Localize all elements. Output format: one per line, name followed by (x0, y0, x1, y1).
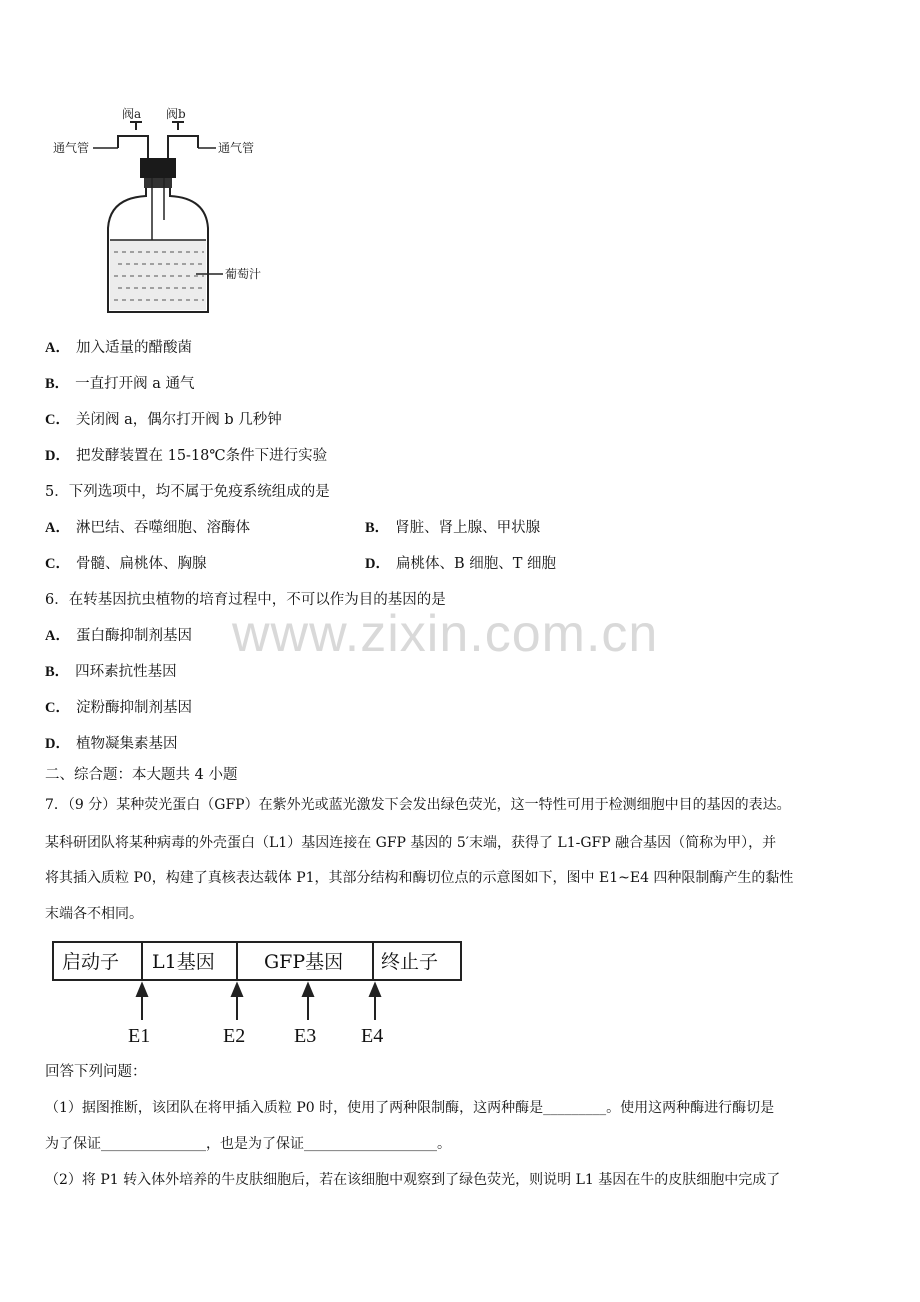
q4-option-d[interactable]: D． 把发酵装置在 15-18℃条件下进行实验 (45, 448, 328, 464)
pipe-left-label: 通气管 (53, 141, 90, 155)
section-2-heading: 二、综合题：本大题共 4 小题 (45, 767, 238, 783)
q5-option-c[interactable]: C． 骨髓、扁桃体、胸腺 (45, 556, 207, 572)
q6-option-b[interactable]: B． 四环素抗性基因 (45, 664, 177, 680)
site-e3: E3 (294, 1025, 317, 1047)
q7-sub1-line-1: （1）据图推断，该团队在将甲插入质粒 P0 时，使用了两种限制酶，这两种酶是_________。使用这两种酶进行酶切是 (45, 1100, 775, 1116)
q5-option-b[interactable]: B． 肾脏、肾上腺、甲状腺 (365, 520, 541, 536)
fermentation-apparatus-figure (48, 100, 288, 320)
q6-option-c[interactable]: C． 淀粉酶抑制剂基因 (45, 700, 192, 716)
answer-prompt: 回答下列问题： (45, 1064, 147, 1080)
q4-option-a[interactable]: A． 加入适量的醋酸菌 (45, 340, 192, 356)
valve-a-label: 阀a (122, 107, 142, 121)
site-e1: E1 (128, 1025, 151, 1047)
q5-option-a[interactable]: A． 淋巴结、吞噬细胞、溶酶体 (45, 520, 250, 536)
q7-text-line-4: 末端各不相同。 (45, 906, 143, 922)
watermark: www.zixin.com.cn (232, 605, 659, 663)
q7-text-line-3: 将其插入质粒 P0，构建了真核表达载体 P1，其部分结构和酶切位点的示意图如下，图中 E1~E4 四种限制酶产生的黏性 (45, 870, 794, 886)
gene-construct-diagram (48, 936, 468, 1048)
q5-stem: 5．下列选项中，均不属于免疫系统组成的是 (45, 484, 330, 500)
segment-terminator: 终止子 (381, 951, 439, 973)
q6-stem: 6．在转基因抗虫植物的培育过程中，不可以作为目的基因的是 (45, 592, 446, 608)
site-e2: E2 (223, 1025, 246, 1047)
q6-option-a[interactable]: A． 蛋白酶抑制剂基因 (45, 628, 192, 644)
q5-option-d[interactable]: D． 扁桃体、B 细胞、T 细胞 (365, 556, 557, 572)
segment-gfp-gene: GFP基因 (264, 951, 344, 973)
q7-sub2-line-1: （2）将 P1 转入体外培养的牛皮肤细胞后，若在该细胞中观察到了绿色荧光，则说明 L1 基因在牛的皮肤细胞中完成了 (45, 1172, 781, 1188)
segment-l1-gene: L1基因 (152, 951, 215, 973)
site-e4: E4 (361, 1025, 384, 1047)
q7-text-line-1: 7．（9 分）某种荧光蛋白（GFP）在紫外光或蓝光激发下会发出绿色荧光，这一特性可用于检测细胞中目的基因的表达。 (45, 797, 791, 813)
q4-option-c[interactable]: C． 关闭阀 a，偶尔打开阀 b 几秒钟 (45, 412, 282, 428)
valve-b-label: 阀b (166, 107, 186, 121)
q7-sub1-line-2: 为了保证_______________，也是为了保证___________________。 (45, 1136, 451, 1152)
q7-text-line-2: 某科研团队将某种病毒的外壳蛋白（L1）基因连接在 GFP 基因的 5′末端，获得了 L1-GFP 融合基因（简称为甲），并 (45, 835, 777, 851)
grape-juice-label: 葡萄汁 (225, 267, 262, 281)
q6-option-d[interactable]: D． 植物凝集素基因 (45, 736, 178, 752)
segment-promoter: 启动子 (62, 951, 120, 973)
q4-option-b[interactable]: B． 一直打开阀 a 通气 (45, 376, 195, 392)
pipe-right-label: 通气管 (218, 141, 255, 155)
